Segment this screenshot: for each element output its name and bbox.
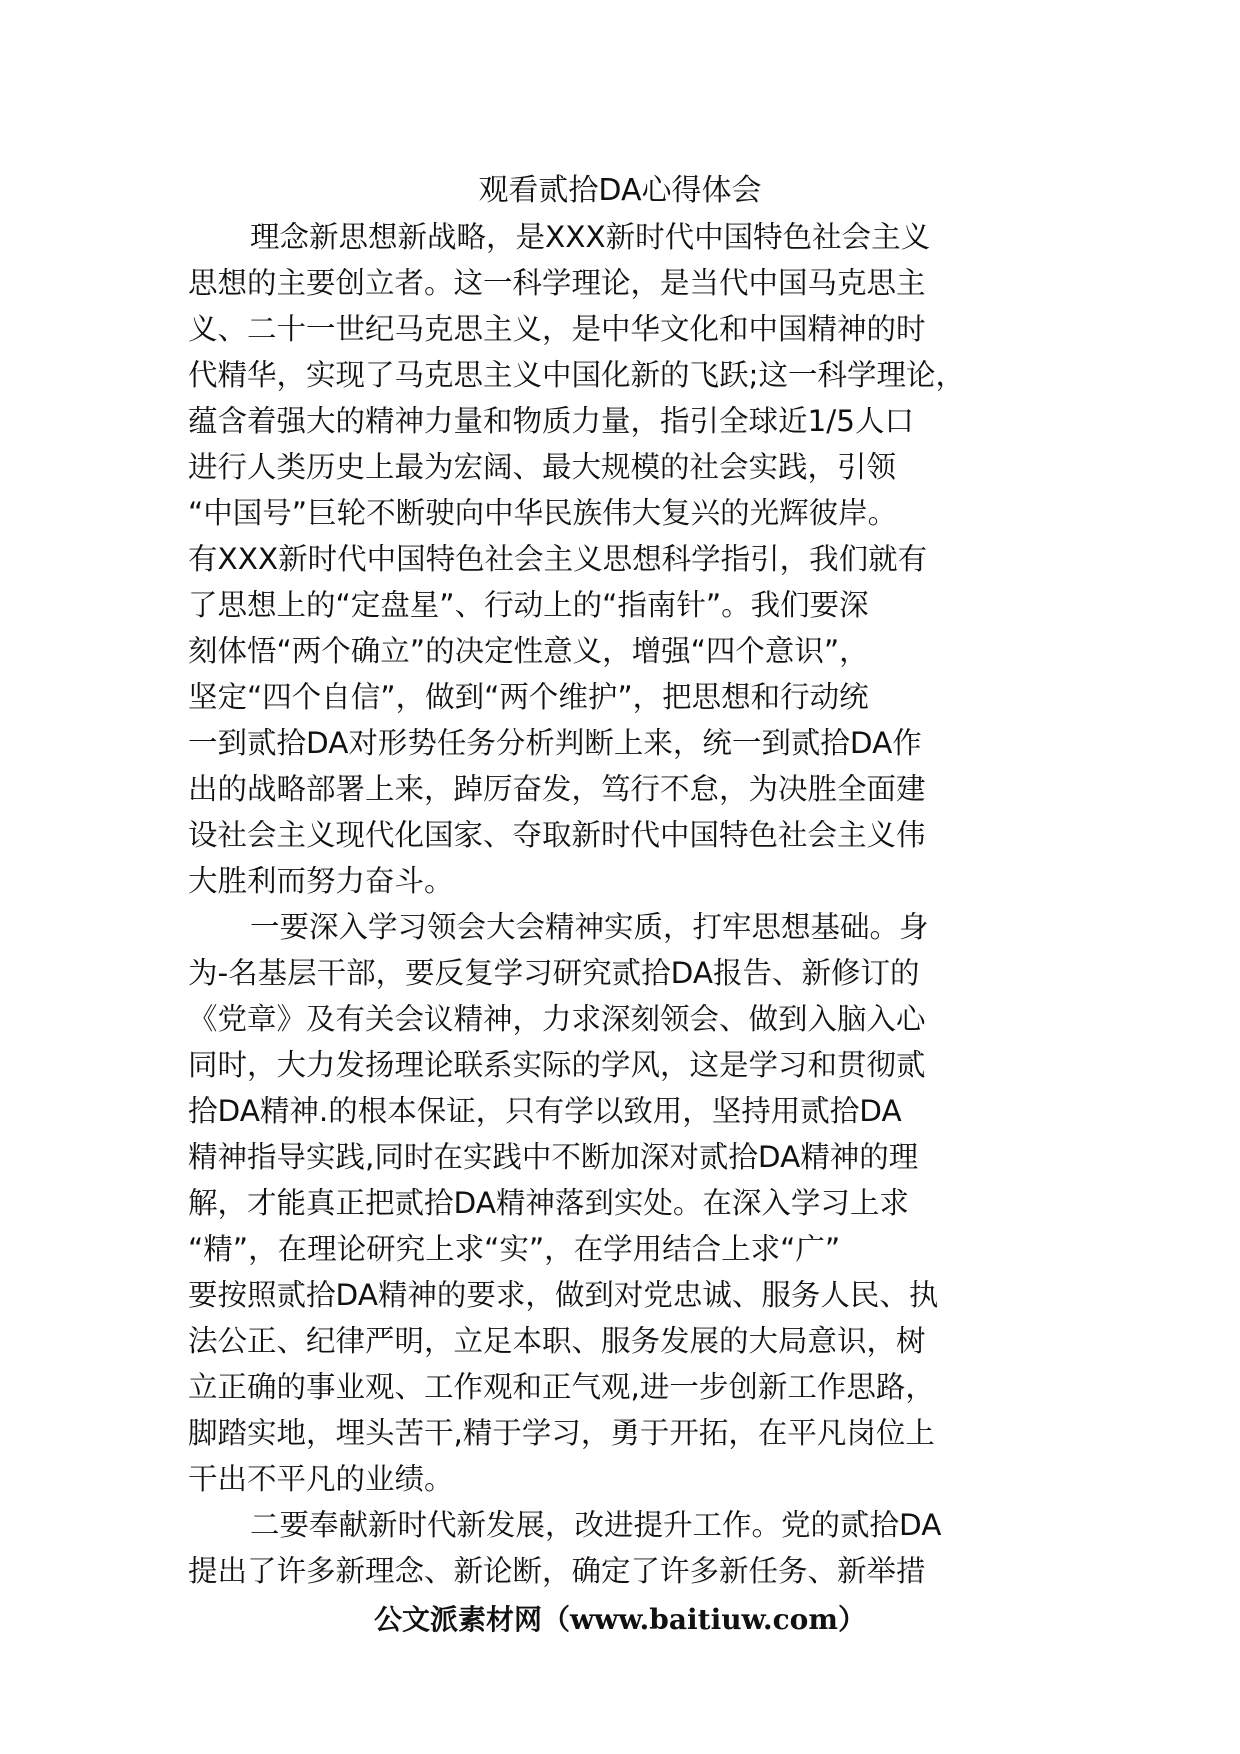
paragraph-line: 法公正、纪律严明，立足本职、服务发展的大局意识，树 <box>188 1324 926 1358</box>
paragraph-line: 同时，大力发扬理论联系实际的学风，这是学习和贯彻贰 <box>188 1048 926 1082</box>
paragraph-line: 精神指导实践,同时在实践中不断加深对贰拾DA精神的理 <box>188 1140 919 1174</box>
paragraph-line: 《党章》及有关会议精神，力求深刻领会、做到入脑入心 <box>188 1002 926 1036</box>
paragraph-line: 为-名基层干部，要反复学习研究贰拾DA报告、新修订的 <box>188 956 920 990</box>
paragraph-line: 一到贰拾DA对形势任务分析判断上来，统一到贰拾DA作 <box>188 726 922 760</box>
document-body <box>188 214 1068 1594</box>
page-footer: 公文派素材网（www.baitiuw.com） <box>374 1603 866 1636</box>
paragraph-line: 代精华，实现了马克思主义中国化新的飞跃;这一科学理论， <box>188 358 965 392</box>
paragraph-line: 有XXX新时代中国特色社会主义思想科学指引，我们就有 <box>188 542 928 576</box>
paragraph-line: 要按照贰拾DA精神的要求，做到对党忠诚、服务人民、执 <box>188 1278 939 1312</box>
paragraph-line: 出的战略部署上来，踔厉奋发，笃行不怠，为决胜全面建 <box>188 772 926 806</box>
paragraph-line: 提出了许多新理念、新论断，确定了许多新任务、新举措 <box>188 1554 926 1588</box>
document-title: 观看贰拾DA心得体会 <box>478 173 762 208</box>
paragraph-line: 立正确的事业观、工作观和正气观,进一步创新工作思路， <box>188 1370 935 1404</box>
paragraph-line: 大胜利而努力奋斗。 <box>188 864 454 898</box>
paragraph-line: 脚踏实地，埋头苦干,精于学习，勇于开拓，在平凡岗位上 <box>188 1416 935 1450</box>
paragraph-line: 二要奉献新时代新发展，改进提升工作。党的贰拾DA <box>250 1508 942 1542</box>
paragraph-line: 干出不平凡的业绩。 <box>188 1462 454 1496</box>
paragraph-line: 一要深入学习领会大会精神实质，打牢思想基础。身 <box>250 910 929 944</box>
paragraph-line: 解，才能真正把贰拾DA精神落到实处。在深入学习上求 <box>188 1186 909 1220</box>
paragraph-line: 理念新思想新战略，是XXX新时代中国特色社会主义 <box>250 220 931 254</box>
paragraph-line: 刻体悟“两个确立”的决定性意义，增强“四个意识”， <box>188 634 869 668</box>
paragraph-line: 思想的主要创立者。这一科学理论，是当代中国马克思主 <box>188 266 926 300</box>
paragraph-line: 了思想上的“定盘星”、行动上的“指南针”。我们要深 <box>188 588 869 622</box>
paragraph-line: 蕴含着强大的精神力量和物质力量，指引全球近1/5人口 <box>188 404 914 438</box>
paragraph-line: 进行人类历史上最为宏阔、最大规模的社会实践，引领 <box>188 450 897 484</box>
paragraph-line: “精”，在理论研究上求“实”，在学用结合上求“广” <box>188 1232 841 1266</box>
paragraph-line: 设社会主义现代化国家、夺取新时代中国特色社会主义伟 <box>188 818 926 852</box>
paragraph-line: “中国号”巨轮不断驶向中华民族伟大复兴的光辉彼岸。 <box>188 496 898 530</box>
paragraph-line: 坚定“四个自信”，做到“两个维护”，把思想和行动统 <box>188 680 869 714</box>
paragraph-line: 义、二十一世纪马克思主义，是中华文化和中国精神的时 <box>188 312 926 346</box>
paragraph-line: 拾DA精神.的根本保证，只有学以致用，坚持用贰拾DA <box>188 1094 902 1128</box>
